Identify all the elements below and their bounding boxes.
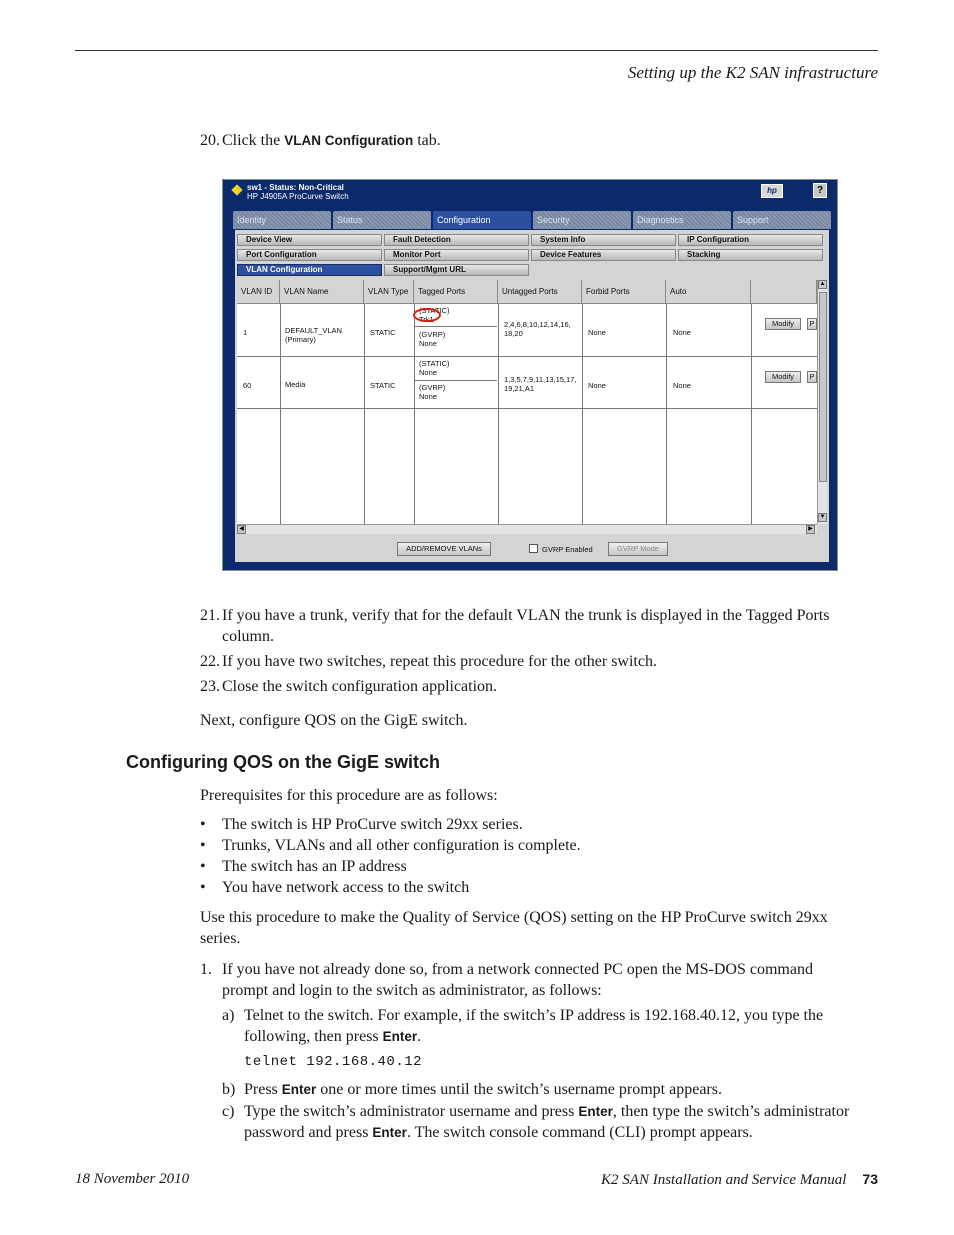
next-paragraph: Next, configure QOS on the GigE switch. [200,712,468,729]
untagged-line: 18,20 [504,329,523,338]
step-text: If you have a trunk, verify that for the default VLAN the trunk is displayed in the Tagged Ports [222,607,830,624]
row1-untagged-ports [504,320,571,338]
text-run: , then type the switch’s administrator [612,1103,850,1120]
substep-text [222,1122,902,1143]
tab-diagnostics[interactable]: Diagnostics [633,211,731,229]
row2-vlan-type: STATIC [370,381,396,390]
row1-tagged-gvrp [419,330,445,348]
subtab-device-view[interactable]: Device View [237,234,382,246]
vlan-name-text: Media [285,380,306,389]
tagged-label: (STATIC) [419,306,450,315]
switch-title [247,183,349,201]
row1-extra-button[interactable]: P [807,318,817,330]
row-divider [237,356,817,357]
step-number: 20. [200,132,220,149]
text-run: password and press [244,1124,373,1141]
substep-text [222,1026,902,1047]
cell-divider [415,326,497,327]
text-run: . [417,1028,422,1045]
subtab-system-info[interactable]: System Info [531,234,676,246]
list-item: • You have network access to the switch [200,879,470,896]
vlan-table [237,280,817,524]
prereq-intro: Prerequisites for this procedure are as follows: [200,787,498,804]
add-remove-vlans-button[interactable]: ADD/REMOVE VLANs [397,542,491,556]
hp-logo-icon[interactable]: hp [761,184,783,198]
text-run: following, then press [244,1028,383,1045]
cell-divider [415,380,497,381]
row2-untagged-ports [504,375,576,393]
subtab-support-mgmt-url[interactable]: Support/Mgmt URL [384,264,529,276]
list-item-text: The switch is HP ProCurve switch 29xx series. [222,816,523,833]
substep-text: Telnet to the switch. For example, if the switch’s IP address is 192.168.40.12, you type the [244,1007,824,1024]
vlan-name-note: (Primary) [285,335,316,344]
row1-vlan-name [285,326,342,344]
subtab-ip-configuration[interactable]: IP Configuration [678,234,823,246]
col-divider [751,304,752,524]
tab-support[interactable]: Support [733,211,831,229]
tab-security[interactable]: Security [533,211,631,229]
vlan-actions-bar [235,536,829,562]
substep-label: b) [222,1081,236,1098]
list-item-text: You have network access to the switch [222,879,470,896]
command-line: telnet 192.168.40.12 [244,1054,423,1070]
tagged-label: (GVRP) [419,383,446,392]
col-divider [414,304,415,524]
switch-status: sw1 - Status: Non-Critical [247,183,344,192]
scroll-down-icon[interactable]: ▼ [819,514,826,520]
text-run: Press [244,1081,282,1098]
col-forbid-ports: Forbid Ports [582,280,666,304]
substep-b [222,1079,902,1100]
step-text: If you have not already done so, from a network connected PC open the MS-DOS command [222,961,813,978]
col-vlan-type: VLAN Type [364,280,414,304]
tagged-value: None [419,368,437,377]
switch-ui-screenshot [222,179,838,571]
ui-term: Enter [372,1125,407,1140]
untagged-line: 19,21,A1 [504,384,535,393]
step-20 [200,130,441,151]
vertical-scrollbar[interactable] [817,280,827,524]
tagged-value: None [419,339,437,348]
section-heading: Configuring QOS on the GigE switch [126,752,440,772]
step-text: prompt and login to the switch as administrator, as follows: [222,982,602,999]
row1-modify-button[interactable]: Modify [765,318,801,330]
col-divider [498,304,499,524]
list-item-text: Trunks, VLANs and all other configuration is complete. [222,837,581,854]
substep-a [222,1005,902,1047]
scroll-left-icon[interactable]: ◀ [237,525,246,534]
text-run: . The switch console command (CLI) prompt appears. [406,1124,753,1141]
gvrp-mode-button[interactable]: GVRP Mode [608,542,668,556]
substep-c [222,1101,902,1143]
ui-term: Enter [382,1029,418,1044]
untagged-line: 2,4,6,8,10,12,14,16, [504,320,571,329]
help-button[interactable]: ? [813,183,827,198]
step-text: Close the switch configuration application. [222,678,498,695]
col-tagged-ports: Tagged Ports [414,280,498,304]
row2-modify-button[interactable]: Modify [765,371,801,383]
use-paragraph [200,907,890,949]
ui-term: Enter [281,1082,317,1097]
substep-label: c) [222,1103,235,1120]
step-number: 22. [200,653,220,670]
config-subtabs [235,234,829,278]
substep-label: a) [222,1007,235,1024]
running-header: Setting up the K2 SAN infrastructure [627,63,878,82]
footer-date: 18 November 2010 [75,1171,190,1187]
paragraph-line: Use this procedure to make the Quality of Service (QOS) setting on the HP ProCurve switch 29xx [200,909,828,926]
step-text: If you have two switches, repeat this procedure for the other switch. [222,653,657,670]
step-1 [200,959,890,1001]
row2-forbid-ports: None [588,381,606,390]
row2-vlan-name [285,380,305,389]
vlan-name-text: DEFAULT_VLAN [285,326,342,335]
tab-configuration[interactable]: Configuration [433,211,531,229]
subtab-vlan-configuration[interactable]: VLAN Configuration [237,264,382,276]
tagged-value: None [419,392,437,401]
subtab-stacking[interactable]: Stacking [678,249,823,261]
list-item-text: The switch has an IP address [222,858,407,875]
footer-right [601,1171,878,1189]
subtab-port-configuration[interactable]: Port Configuration [237,249,382,261]
step-number: 23. [200,678,220,695]
col-divider [666,304,667,524]
step-21 [200,605,890,647]
row2-tagged-static [419,359,450,377]
col-auto: Auto [666,280,751,304]
ui-term: VLAN Configuration [284,133,414,148]
tagged-label: (GVRP) [419,330,446,339]
switch-model: HP J4905A ProCurve Switch [247,192,349,201]
gvrp-enabled-checkbox[interactable] [529,544,538,553]
scroll-thumb[interactable] [819,292,827,482]
col-untagged-ports: Untagged Ports [498,280,582,304]
subtab-device-features[interactable]: Device Features [531,249,676,261]
step-22 [200,651,657,672]
col-divider [582,304,583,524]
list-item: • Trunks, VLANs and all other configuration is complete. [200,837,581,854]
untagged-line: 1,3,5,7,9,11,13,15,17, [504,375,577,384]
col-actions [751,280,817,304]
prereq-list [200,814,581,898]
page-number: 73 [862,1171,878,1187]
tagged-label: (STATIC) [419,359,450,368]
row1-vlan-id: 1 [243,328,248,337]
col-vlan-name: VLAN Name [280,280,364,304]
row1-vlan-type: STATIC [370,328,396,337]
col-vlan-id: VLAN ID [237,280,280,304]
scroll-right-icon[interactable]: ▶ [806,525,815,534]
header-rule [75,50,878,51]
text-run: Type the switch’s administrator username and press [244,1103,579,1120]
footer-manual-title: K2 SAN Installation and Service Manual [601,1172,847,1188]
row2-tagged-gvrp [419,383,445,401]
highlight-circle [413,308,441,322]
tagged-value: Trk1 [419,315,434,324]
gvrp-enabled-label: GVRP Enabled [542,545,593,554]
col-divider [280,304,281,524]
ui-term: Enter [578,1104,613,1119]
paragraph-line: series. [200,930,241,947]
row-divider [237,408,817,409]
tab-identity[interactable]: Identity [233,211,331,229]
step-text: column. [222,628,274,645]
main-tabs [233,211,831,229]
horizontal-scrollbar[interactable] [237,524,817,534]
row2-extra-button[interactable]: P [807,371,817,383]
step-number: 21. [200,607,220,624]
step-text: Click the [222,132,285,149]
list-item: • The switch is HP ProCurve switch 29xx series. [200,816,523,833]
list-item: • The switch has an IP address [200,858,407,875]
row1-auto: None [673,328,691,337]
tab-status[interactable]: Status [333,211,431,229]
configuration-panel [235,230,829,562]
row1-forbid-ports: None [588,328,606,337]
step-number: 1. [200,961,212,978]
scroll-up-icon[interactable]: ▲ [819,281,826,287]
row2-auto: None [673,381,691,390]
col-divider [364,304,365,524]
step-23 [200,676,497,697]
step-text: tab. [413,132,441,149]
status-diamond-icon [231,184,242,195]
subtab-fault-detection[interactable]: Fault Detection [384,234,529,246]
row2-vlan-id: 60 [243,381,252,390]
subtab-monitor-port[interactable]: Monitor Port [384,249,529,261]
text-run: one or more times until the switch’s username prompt appears. [316,1081,722,1098]
